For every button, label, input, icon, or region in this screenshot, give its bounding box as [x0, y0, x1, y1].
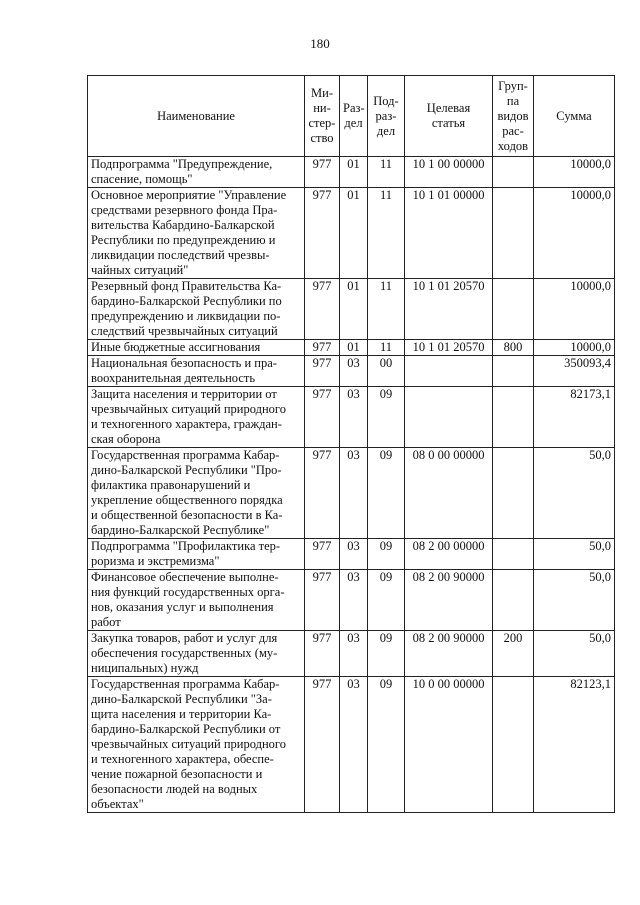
cell-group: 200 — [493, 631, 534, 677]
header-group: Груп- па видов рас- ходов — [493, 76, 534, 157]
cell-section: 01 — [340, 340, 368, 356]
cell-target: 10 1 01 20570 — [405, 340, 493, 356]
cell-section: 03 — [340, 448, 368, 539]
cell-ministry: 977 — [305, 188, 340, 279]
table-row — [88, 631, 615, 677]
cell-subsection: 09 — [368, 539, 405, 570]
cell-subsection: 09 — [368, 448, 405, 539]
cell-ministry: 977 — [305, 539, 340, 570]
cell-sum: 50,0 — [534, 631, 615, 677]
cell-target: 08 2 00 90000 — [405, 570, 493, 631]
cell-subsection: 09 — [368, 570, 405, 631]
cell-group — [493, 356, 534, 387]
cell-group — [493, 539, 534, 570]
cell-group — [493, 188, 534, 279]
cell-name: Подпрограмма "Профилактика тер- роризма и экстремизма" — [88, 539, 305, 570]
cell-section: 01 — [340, 188, 368, 279]
page-number: 180 — [310, 36, 330, 51]
cell-sum: 50,0 — [534, 570, 615, 631]
cell-target: 10 1 00 00000 — [405, 157, 493, 188]
cell-section: 03 — [340, 677, 368, 813]
cell-sum: 82123,1 — [534, 677, 615, 813]
cell-section: 01 — [340, 279, 368, 340]
cell-target: 08 2 00 00000 — [405, 539, 493, 570]
cell-target: 10 1 01 00000 — [405, 188, 493, 279]
cell-ministry: 977 — [305, 570, 340, 631]
table-row — [88, 448, 615, 539]
cell-target: 08 2 00 90000 — [405, 631, 493, 677]
cell-group: 800 — [493, 340, 534, 356]
cell-group — [493, 448, 534, 539]
cell-subsection: 00 — [368, 356, 405, 387]
cell-subsection: 11 — [368, 157, 405, 188]
cell-subsection: 11 — [368, 340, 405, 356]
header-name: Наименование — [88, 76, 305, 157]
cell-name: Государственная программа Кабар- дино-Балкарской Республики "Про- филактика правонарушений и укрепление общественного порядка и общественной безопасности в Ка- бардино-Балкарской Республике" — [88, 448, 305, 539]
cell-target: 10 1 01 20570 — [405, 279, 493, 340]
table-row — [88, 570, 615, 631]
table-row — [88, 340, 615, 356]
cell-subsection: 09 — [368, 631, 405, 677]
table-row — [88, 677, 615, 813]
cell-name: Национальная безопасность и пра- воохранительная деятельность — [88, 356, 305, 387]
cell-ministry: 977 — [305, 631, 340, 677]
cell-sum: 50,0 — [534, 539, 615, 570]
cell-group — [493, 279, 534, 340]
table-row — [88, 188, 615, 279]
cell-section: 03 — [340, 539, 368, 570]
cell-subsection: 09 — [368, 387, 405, 448]
cell-name: Закупка товаров, работ и услуг для обеспечения государственных (му- ниципальных) нужд — [88, 631, 305, 677]
cell-ministry: 977 — [305, 356, 340, 387]
cell-sum: 10000,0 — [534, 340, 615, 356]
table-row — [88, 356, 615, 387]
cell-sum: 50,0 — [534, 448, 615, 539]
cell-ministry: 977 — [305, 279, 340, 340]
cell-section: 01 — [340, 157, 368, 188]
cell-sum: 10000,0 — [534, 157, 615, 188]
cell-ministry: 977 — [305, 387, 340, 448]
table-row — [88, 387, 615, 448]
cell-section: 03 — [340, 356, 368, 387]
cell-ministry: 977 — [305, 340, 340, 356]
cell-ministry: 977 — [305, 448, 340, 539]
header-row — [88, 76, 615, 157]
cell-target — [405, 387, 493, 448]
cell-group — [493, 157, 534, 188]
cell-ministry: 977 — [305, 677, 340, 813]
cell-target: 08 0 00 00000 — [405, 448, 493, 539]
table-row — [88, 279, 615, 340]
table-row — [88, 539, 615, 570]
cell-section: 03 — [340, 570, 368, 631]
cell-name: Финансовое обеспечение выполне- ния функций государственных орга- нов, оказания услуг и выполнения работ — [88, 570, 305, 631]
budget-table — [87, 75, 615, 813]
table-row — [88, 157, 615, 188]
cell-name: Иные бюджетные ассигнования — [88, 340, 305, 356]
cell-sum: 10000,0 — [534, 279, 615, 340]
cell-name: Основное мероприятие "Управление средствами резервного фонда Пра- вительства Кабардино-Балкарской Республики по предупреждению и ликвидации последствий чрезвы- чайных ситуаций" — [88, 188, 305, 279]
cell-sum: 82173,1 — [534, 387, 615, 448]
cell-section: 03 — [340, 387, 368, 448]
cell-ministry: 977 — [305, 157, 340, 188]
cell-target: 10 0 00 00000 — [405, 677, 493, 813]
cell-group — [493, 570, 534, 631]
cell-group — [493, 677, 534, 813]
cell-group — [493, 387, 534, 448]
header-target: Целевая статья — [405, 76, 493, 157]
cell-subsection: 11 — [368, 279, 405, 340]
cell-subsection: 09 — [368, 677, 405, 813]
header-subsection: Под- раз- дел — [368, 76, 405, 157]
cell-name: Защита населения и территории от чрезвычайных ситуаций природного и техногенного характера, граждан- ская оборона — [88, 387, 305, 448]
header-ministry: Ми- ни- стер- ство — [305, 76, 340, 157]
cell-sum: 10000,0 — [534, 188, 615, 279]
cell-target — [405, 356, 493, 387]
cell-name: Резервный фонд Правительства Ка- бардино-Балкарской Республики по предупреждению и ликвидации по- следствий чрезвычайных ситуаций — [88, 279, 305, 340]
cell-section: 03 — [340, 631, 368, 677]
cell-name: Государственная программа Кабар- дино-Балкарской Республики "За- щита населения и территории Ка- бардино-Балкарской Республики от чрезвычайных ситуаций природного и техногенного характера, обеспе- чение пожарной безопасности и безопасности людей на водных объектах" — [88, 677, 305, 813]
cell-name: Подпрограмма "Предупреждение, спасение, помощь" — [88, 157, 305, 188]
cell-subsection: 11 — [368, 188, 405, 279]
header-section: Раз- дел — [340, 76, 368, 157]
cell-sum: 350093,4 — [534, 356, 615, 387]
header-sum: Сумма — [534, 76, 615, 157]
